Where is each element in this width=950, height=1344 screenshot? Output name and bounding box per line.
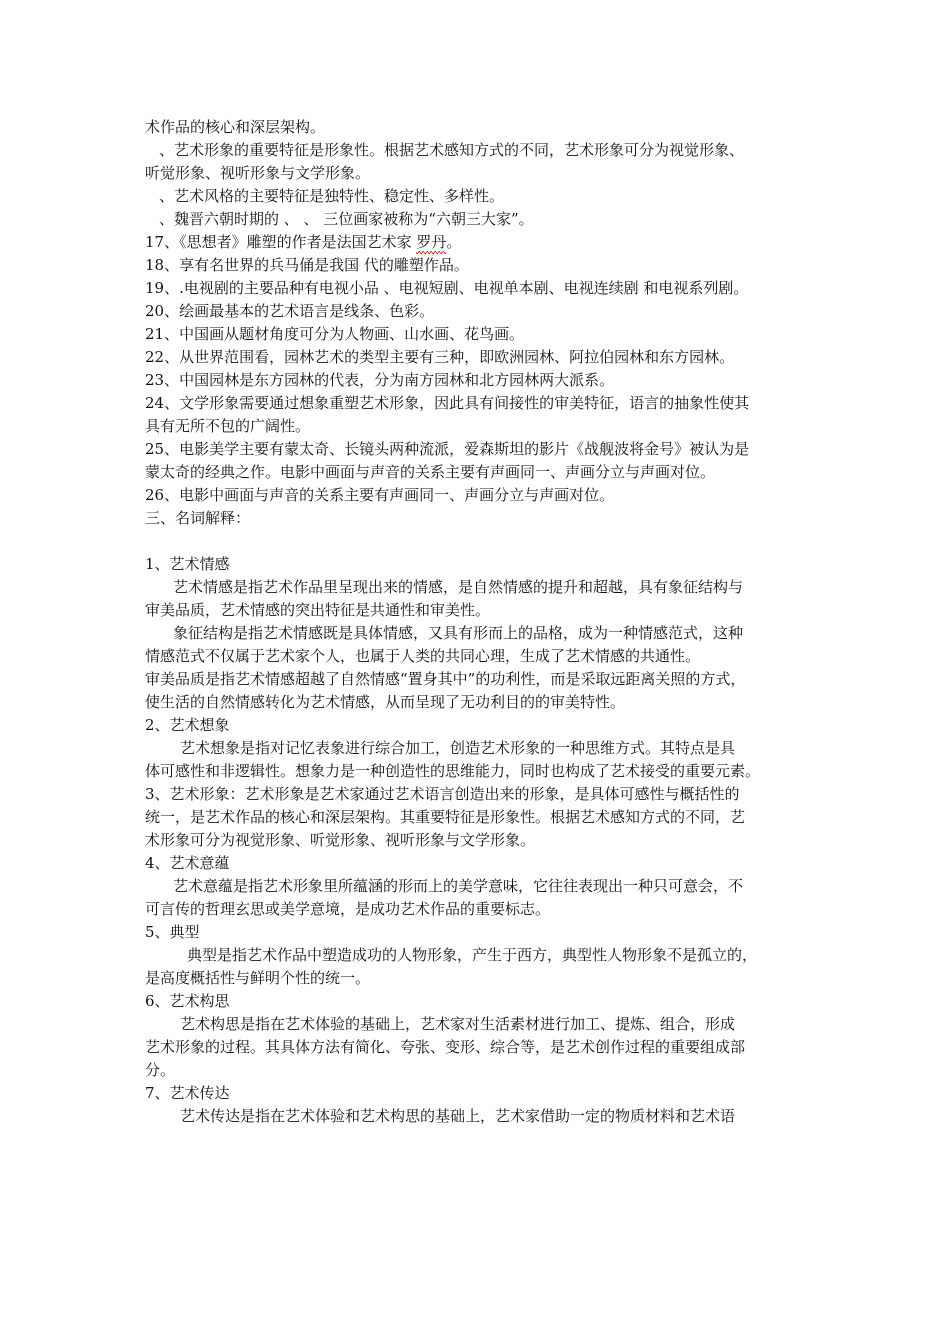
text-line: 、艺术形象的重要特征是形象性。根据艺术感知方式的不同，艺术形象可分为视觉形象、: [159, 141, 745, 159]
text-line: 分。: [145, 1061, 176, 1079]
text-line: 20、绘画最基本的艺术语言是线条、色彩。: [145, 302, 435, 320]
text-line: 典型是指艺术作品中塑造成功的人物形象，产生于西方，典型性人物形象不是孤立的，: [187, 946, 758, 964]
text-line: 象征结构是指艺术情感既是具体情感，又具有形而上的品格，成为一种情感范式，这种: [173, 624, 744, 642]
text-line: 审美品质是指艺术情感超越了自然情感“置身其中”的功利性，而是采取远距离关照的方式，: [145, 670, 746, 688]
term-heading: 2、艺术想象: [145, 716, 230, 734]
text-line: 18、享有名世界的兵马俑是我国 代的雕塑作品。: [145, 256, 469, 274]
text-line: 艺术情感是指艺术作品里呈现出来的情感，是自然情感的提升和超越，具有象征结构与: [173, 578, 744, 596]
text-line: 19、.电视剧的主要品种有电视小品 、电视短剧、电视单本剧、电视连续剧 和电视系列剧。: [145, 279, 749, 297]
term-heading: 6、艺术构思: [145, 992, 230, 1010]
text-line: 审美品质，艺术情感的突出特征是共通性和审美性。: [145, 601, 491, 619]
term-heading: 4、艺术意蕴: [145, 854, 230, 872]
text-line: 艺术意蕴是指艺术形象里所蕴涵的形而上的美学意味，它往往表现出一种只可意会，不: [173, 877, 744, 895]
text-line: 艺术构思是指在艺术体验的基础上，艺术家对生活素材进行加工、提炼、组合，形成: [180, 1015, 736, 1033]
blank-line: [145, 530, 810, 553]
text-line: 26、电影中画面与声音的关系主要有声画同一、声画分立与声画对位。: [145, 486, 615, 504]
text-line: 术形象可分为视觉形象、听觉形象、视听形象与文学形象。: [145, 831, 536, 849]
text-line: 、艺术风格的主要特征是独特性、稳定性、多样性。: [159, 187, 505, 205]
text-line: 情感范式不仅属于艺术家个人，也属于人类的共同心理，生成了艺术情感的共通性。: [145, 647, 701, 665]
text-line: 听觉形象、视听形象与文学形象。: [145, 164, 371, 182]
text-line: 具有无所不包的广阔性。: [145, 417, 311, 435]
text-line: 可言传的哲理玄思或美学意境，是成功艺术作品的重要标志。: [145, 900, 551, 918]
text-line: 艺术想象是指对记忆表象进行综合加工，创造艺术形象的一种思维方式。其特点是具: [180, 739, 736, 757]
text-line: 25、电影美学主要有蒙太奇、长镜头两种流派，爱森斯坦的影片《战舰波将金号》被认为是: [145, 440, 750, 458]
question-text: 17、《思想者》雕塑的作者是法国艺术家: [145, 233, 417, 251]
text-line: 术作品的核心和深层架构。: [145, 118, 326, 136]
text-line: 23、中国园林是东方园林的代表，分为南方园林和北方园林两大派系。: [145, 371, 615, 389]
text-line: 艺术传达是指在艺术体验和艺术构思的基础上，艺术家借助一定的物质材料和艺术语: [180, 1107, 736, 1125]
text-line: 体可感性和非逻辑性。想象力是一种创造性的思维能力，同时也构成了艺术接受的重要元素。: [145, 762, 761, 780]
text-line: 使生活的自然情感转化为艺术情感，从而呈现了无功利目的的审美特性。: [145, 693, 626, 711]
term-heading: 7、艺术传达: [145, 1084, 230, 1102]
spellcheck-underlined-answer: 罗丹: [416, 231, 446, 254]
text-line: 统一，是艺术作品的核心和深层架构。其重要特征是形象性。根据艺术感知方式的不同，艺: [145, 808, 746, 826]
term-heading: 1、艺术情感: [145, 555, 230, 573]
text-line: [145, 231, 810, 254]
text-line: 24、文学形象需要通过想象重塑艺术形象，因此具有间接性的审美特征，语言的抽象性使其: [145, 394, 750, 412]
punctuation: 。: [446, 233, 462, 251]
text-line: 艺术形象的过程。其具体方法有简化、夸张、变形、综合等，是艺术创作过程的重要组成部: [145, 1038, 746, 1056]
text-line: 22、从世界范围看，园林艺术的类型主要有三种，即欧洲园林、阿拉伯园林和东方园林。: [145, 348, 735, 366]
text-line: 、魏晋六朝时期的 、 、 三位画家被称为“六朝三大家”。: [159, 210, 534, 228]
text-line: 蒙太奇的经典之作。电影中画面与声音的关系主要有声画同一、声画分立与声画对位。: [145, 463, 716, 481]
text-line: 3、艺术形象：艺术形象是艺术家通过艺术语言创造出来的形象，是具体可感性与概括性的: [145, 785, 740, 803]
term-heading: 5、典型: [145, 923, 200, 941]
text-line: 21、中国画从题材角度可分为人物画、山水画、花鸟画。: [145, 325, 525, 343]
text-line: 是高度概括性与鲜明个性的统一。: [145, 969, 371, 987]
document-body: [145, 116, 810, 1128]
section-heading: 三、名词解释：: [145, 509, 251, 527]
